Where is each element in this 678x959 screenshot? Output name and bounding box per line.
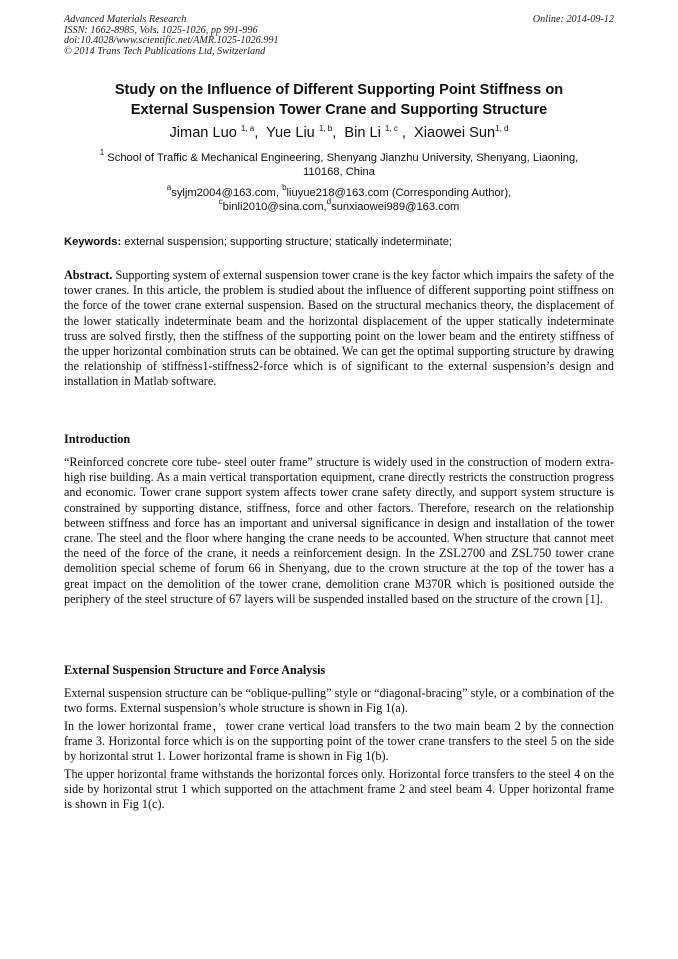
affiliation <box>60 148 618 179</box>
title-line-2: External Suspension Tower Crane and Supporting Structure <box>130 102 548 118</box>
keywords-text: external suspension; supporting structure; statically indeterminate; <box>121 236 453 248</box>
online-date <box>533 15 614 26</box>
external-paragraph-1 <box>64 686 614 716</box>
author-emails <box>60 183 618 214</box>
email-d: sunxiaowei989@163.com <box>331 201 460 213</box>
doi-line: doi:10.4028/www.scientific.net/AMR.1025-1026.991 <box>64 35 279 47</box>
copyright-line: © 2014 Trans Tech Publications Ltd, Switzerland <box>64 45 266 57</box>
email-a: syljm2004@163.com, <box>171 187 283 199</box>
abstract-label: Abstract. <box>64 268 113 282</box>
author-name: Xiaowei Sun <box>414 125 496 141</box>
section-heading-introduction: Introduction <box>64 432 131 446</box>
external-text-3: The upper horizontal frame withstands the horizontal forces only. Horizontal force transfers to the steel 4 on the side by horizontal strut 1 which supported on the attachment frame 2 and steel beam 4. Upper horizontal frame is shown in Fig 1(c). <box>64 767 614 812</box>
email-sup: a <box>166 183 172 192</box>
title-line-1: Study on the Influence of Different Supporting Point Stiffness on <box>114 82 564 98</box>
author-list: Jiman Luo $^{1, a}$, Yue Liu $^{1, b}$, Bin Li $^{1, c}$ , Xiaowei Sun$^{1, d}$ <box>169 124 509 141</box>
author-sup: 1, b <box>318 124 333 133</box>
email-c: binli2010@sina.com, <box>222 201 327 213</box>
external-paragraph-2 <box>64 719 614 765</box>
external-text-2: In the lower horizontal frame，tower crane vertical load transfers to the two main beam 2 by the connection frame 3. Horizontal force which is on the supporting point of the tower crane transfers to the steel 5 on the side by horizontal strut 1. Lower horizontal frame is shown in Fig 1(b). <box>64 719 614 764</box>
author-name: Jiman Luo <box>169 125 237 141</box>
abstract-text: Supporting system of external suspension tower crane is the key factor which impairs the safety of the tower cranes. In this article, the problem is studied about the influence of different supporting point stiffness on the force of the tower crane external suspension. Based on the structural mechanics theory, the displacement of the lower statically indeterminate beam and the horizontal displacement of the upper statically indeterminate truss are solved firstly, then the stiffness of the supporting point on the lower beam and the entirety stiffness of the upper horizontal combination struts can be obtained. We can get the optimal supporting structure by drawing the relationship of stiffness1-stiffness2-force which is of significant to the external suspension’s design and installation in Matlab software. <box>64 268 614 389</box>
journal-header <box>64 15 279 57</box>
email-sup: c <box>218 197 223 206</box>
introduction-text: “Reinforced concrete core tube- steel outer frame” structure is widely used in the construction of modern extra-high rise building. As a main vertical transportation equipment, crane directly restricts the construction progress and economic. Tower crane support system affects tower crane safety directly, and support system structure is constrained by supporting distance, stiffness, force and other factors. Therefore, research on the relationship between stiffness and force has an important and universal significance in design and installation of the tower crane. The steel and the floor where hanging the crane needs to be accounted. When structure that cannot meet the need of the force of the crane, it needs a reinforcement design. In the ZSL2700 and ZSL750 tower crane demolition special scheme of forum 66 in Shenyang, due to the crown structure at the top of the tower has a great impact on the demolition of the tower crane, demolition crane M370R which is positioned outside the periphery of the steel structure of 67 layers will be suspended installed based on the structure of the crown [1]. <box>64 455 614 606</box>
author-sup: 1, a <box>240 124 255 133</box>
author-name: Bin Li <box>344 125 381 141</box>
journal-name: Advanced Materials Research <box>64 14 187 25</box>
email-b: liuyue218@163.com (Corresponding Author), <box>286 187 512 199</box>
email-sup: d <box>326 197 332 206</box>
issn-line: ISSN: 1662-8985, Vols. 1025-1026, pp 991-996 <box>64 24 258 36</box>
online-date-text: Online: 2014-09-12 <box>532 14 614 25</box>
keywords <box>64 235 624 249</box>
author-name: Yue Liu <box>266 125 315 141</box>
email-sup: b <box>282 183 287 192</box>
external-text-1: External suspension structure can be “oblique-pulling” style or “diagonal-bracing” style, or a combination of the two forms. External suspension’s whole structure is shown in Fig 1(a). <box>64 686 614 716</box>
affiliation-line-1: School of Traffic & Mechanical Engineering, Shenyang Jianzhu University, Shenyang, Liaoning, <box>107 152 579 164</box>
affiliation-sup: 1 <box>99 148 105 157</box>
external-paragraph-3 <box>64 767 614 813</box>
section-heading-external-suspension: External Suspension Structure and Force Analysis <box>64 663 326 677</box>
abstract <box>64 268 614 390</box>
keywords-label: Keywords: <box>64 236 122 248</box>
author-sup: 1, d <box>495 124 509 133</box>
affiliation-line-2: 110168, China <box>303 166 375 178</box>
paper-title <box>40 80 638 120</box>
author-sup: 1, c <box>384 124 398 133</box>
introduction-paragraph <box>64 455 614 607</box>
